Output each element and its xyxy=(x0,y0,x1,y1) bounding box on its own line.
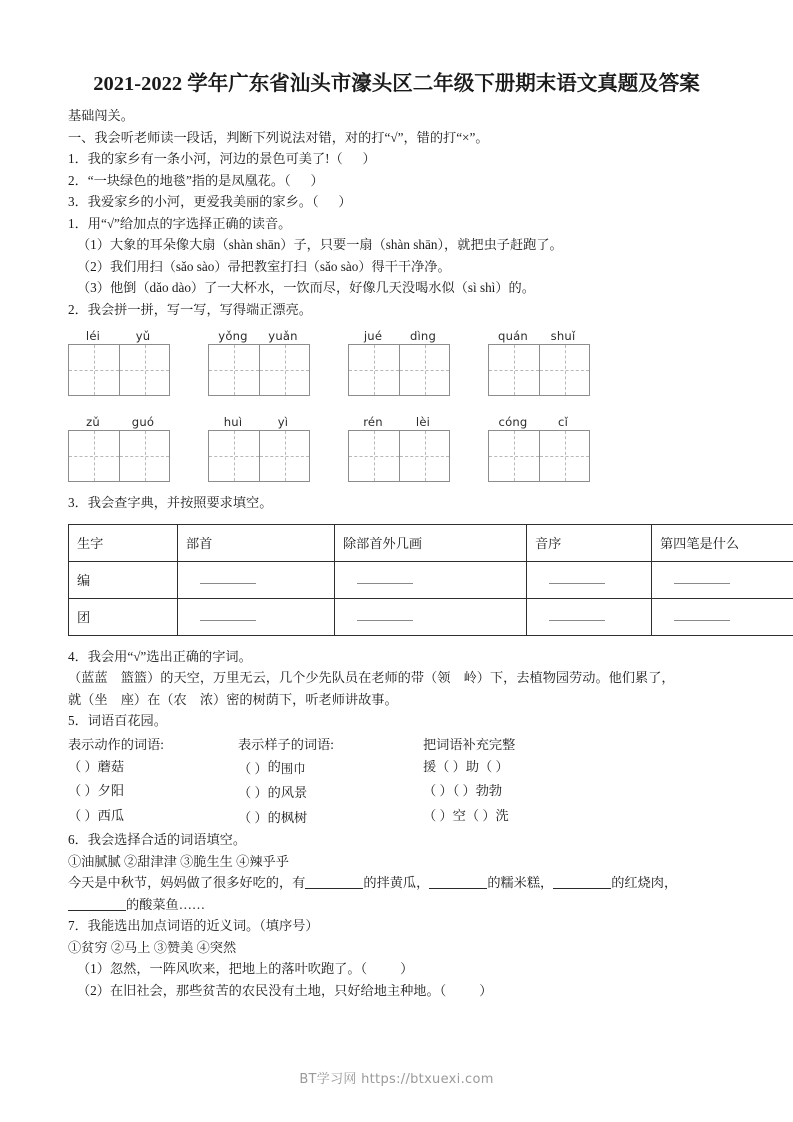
footer-watermark: BT学习网 https://btxuexi.com xyxy=(299,1072,494,1087)
writing-cell[interactable] xyxy=(119,431,169,481)
q6-heading: 6．我会选择合适的词语填空。 xyxy=(68,832,247,847)
writing-boxes[interactable] xyxy=(348,430,450,482)
answer-cell[interactable] xyxy=(652,598,793,635)
writing-cell[interactable] xyxy=(259,431,309,481)
wg-noun: 围巾 xyxy=(280,761,306,776)
wg-cell-complete[interactable]: 援（ ）助（ ） xyxy=(423,758,509,774)
writing-cell[interactable] xyxy=(119,345,169,395)
wg-column-header-appearance: 表示样子的词语: xyxy=(238,736,334,752)
writing-cell[interactable] xyxy=(209,431,259,481)
pinyin-label: lèi xyxy=(415,415,431,429)
page-title: 2021-2022 学年广东省汕头市濠头区二年级下册期末语文真题及答案 xyxy=(93,73,700,95)
answer-cell[interactable] xyxy=(527,561,652,598)
wg-cell-action[interactable]: （ ）蘑菇 xyxy=(68,758,125,774)
q7-heading: 7．我能选出加点词语的近义词。（填序号） xyxy=(68,918,319,933)
wg-cell-appearance[interactable] xyxy=(238,805,423,830)
answer-blank[interactable] xyxy=(549,572,605,584)
column-header: 生字 xyxy=(69,524,178,561)
wg-noun: 的风景 xyxy=(267,785,308,800)
pinyin-label: dìng xyxy=(409,329,437,343)
q1-item: （3）他倒（dǎo dào）了一大杯水，一饮而尽，好像几天没喝水似（sì shì）的。 xyxy=(77,280,535,295)
q7-options: ①贫穷 ②马上 ③赞美 ④突然 xyxy=(68,939,237,955)
answer-cell[interactable] xyxy=(652,561,793,598)
q6-blank[interactable] xyxy=(305,875,363,889)
writing-boxes[interactable] xyxy=(488,344,590,396)
pinyin-label: cóng xyxy=(498,415,528,429)
q6-blank[interactable] xyxy=(429,875,487,889)
pinyin-grid-group xyxy=(68,329,170,396)
pinyin-grid-group xyxy=(348,415,450,482)
pinyin-label: cǐ xyxy=(558,415,568,429)
intro-text: 基础闯关。 xyxy=(68,108,134,123)
wg-cell-appearance[interactable] xyxy=(238,780,423,805)
answer-cell[interactable] xyxy=(527,598,652,635)
pinyin-labels xyxy=(208,329,310,344)
pinyin-label: rén xyxy=(363,415,383,429)
word-garden-row xyxy=(68,756,728,781)
q4-heading: 4．我会用“√”选出正确的字词。 xyxy=(68,648,252,664)
q1-item: （2）我们用扫（sǎo sào）帚把教室打扫（sǎo sào）得干干净净。 xyxy=(77,258,451,274)
pinyin-label: zǔ xyxy=(86,415,100,429)
q6-text-a: 今天是中秋节，妈妈做了很多好吃的，有 xyxy=(68,875,306,890)
q6-text-d: 的红烧肉， xyxy=(611,875,678,890)
pinyin-labels xyxy=(208,415,310,430)
q2-heading: 2．我会拼一拼，写一写，写得端正漂亮。 xyxy=(68,301,312,317)
wg-bracket[interactable]: （ ） xyxy=(238,760,268,776)
pinyin-grid-group xyxy=(488,329,590,396)
answer-blank[interactable] xyxy=(674,572,730,584)
q3-heading: 3．我会查字典，并按照要求填空。 xyxy=(68,495,273,510)
writing-cell[interactable] xyxy=(399,431,449,481)
writing-cell[interactable] xyxy=(259,345,309,395)
pinyin-labels xyxy=(348,415,450,430)
word-garden-headers xyxy=(68,734,728,756)
listening-item: 2．“一块绿色的地毯”指的是凤凰花。（ ） xyxy=(68,172,324,188)
pinyin-grid-group xyxy=(488,415,590,482)
q6-options: ①油腻腻 ②甜津津 ③脆生生 ④辣乎乎 xyxy=(68,853,289,869)
pinyin-grid-row-1 xyxy=(68,329,728,396)
pinyin-label: yuǎn xyxy=(268,329,298,343)
answer-blank[interactable] xyxy=(200,609,256,621)
writing-cell[interactable] xyxy=(349,345,399,395)
answer-cell[interactable] xyxy=(335,598,527,635)
pinyin-grid-group xyxy=(348,329,450,396)
q1-heading: 1．用“√”给加点的字选择正确的读音。 xyxy=(68,215,292,231)
table-row xyxy=(69,598,793,635)
writing-cell[interactable] xyxy=(69,431,119,481)
writing-boxes[interactable] xyxy=(348,344,450,396)
writing-cell[interactable] xyxy=(539,345,589,395)
writing-cell[interactable] xyxy=(349,431,399,481)
answer-blank[interactable] xyxy=(674,609,730,621)
wg-noun: 的枫树 xyxy=(267,809,308,825)
wg-column-header-complete: 把词语补充完整 xyxy=(423,736,516,752)
q6-sentence xyxy=(68,872,728,894)
q6-sentence-cont xyxy=(68,894,728,916)
pinyin-labels xyxy=(488,329,590,344)
pinyin-label: jué xyxy=(363,329,383,343)
document-body xyxy=(68,105,740,1001)
wg-cell-complete[interactable]: （ ）（ ）勃勃 xyxy=(423,783,503,798)
pinyin-label: shuǐ xyxy=(550,329,576,343)
pinyin-grid-group xyxy=(208,329,310,396)
writing-cell[interactable] xyxy=(489,345,539,395)
writing-boxes[interactable] xyxy=(68,344,170,396)
q6-blank[interactable] xyxy=(553,875,611,889)
wg-column-header-action: 表示动作的词语: xyxy=(68,736,164,752)
writing-cell[interactable] xyxy=(209,345,259,395)
writing-cell[interactable] xyxy=(69,345,119,395)
spacer xyxy=(68,482,728,492)
answer-cell[interactable] xyxy=(178,561,335,598)
writing-boxes[interactable] xyxy=(208,430,310,482)
q4-passage-line: 就（坐 座）在（农 浓）密的树荫下，听老师讲故事。 xyxy=(68,691,398,707)
writing-cell[interactable] xyxy=(489,431,539,481)
answer-cell[interactable] xyxy=(335,561,527,598)
word-garden-row xyxy=(68,805,728,830)
writing-cell[interactable] xyxy=(399,345,449,395)
pinyin-label: léi xyxy=(85,329,101,343)
column-header: 部首 xyxy=(178,524,335,561)
pinyin-grid-group xyxy=(208,415,310,482)
wg-bracket[interactable]: （ ） xyxy=(238,809,268,825)
wg-cell-complete[interactable]: （ ）空（ ）洗 xyxy=(423,807,509,823)
char-cell: 团 xyxy=(69,598,178,635)
column-header: 第四笔是什么 xyxy=(652,524,793,561)
listening-item: 3．我爱家乡的小河，更爱我美丽的家乡。（ ） xyxy=(68,194,352,209)
answer-blank[interactable] xyxy=(357,609,413,621)
column-header: 音序 xyxy=(527,524,652,561)
pinyin-label: yǔ xyxy=(135,329,151,343)
section-one-heading: 一、我会听老师读一段话，判断下列说法对错，对的打“√”，错的打“×”。 xyxy=(68,129,489,145)
writing-boxes[interactable] xyxy=(68,430,170,482)
column-header: 除部首外几画 xyxy=(335,524,527,561)
q7-item: （2）在旧社会，那些贫苦的农民没有土地，只好给地主种地。（ ） xyxy=(77,982,493,998)
wg-cell-appearance[interactable] xyxy=(238,756,423,781)
char-cell: 编 xyxy=(69,561,178,598)
q6-text-e: 的酸菜鱼…… xyxy=(126,896,206,912)
q6-blank[interactable] xyxy=(68,897,126,911)
pinyin-label: quán xyxy=(498,329,528,343)
q1-item: （1）大象的耳朵像大扇（shàn shān）子，只要一扇（shàn shān），就把虫子赶跑了。 xyxy=(77,237,563,252)
table-row xyxy=(69,561,793,598)
answer-blank[interactable] xyxy=(549,609,605,621)
pinyin-grid-row-2 xyxy=(68,415,728,482)
answer-blank[interactable] xyxy=(357,572,413,584)
q6-text-b: 的拌黄瓜， xyxy=(363,875,430,890)
q6-text-c: 的糯米糕， xyxy=(487,875,554,890)
pinyin-label: huì xyxy=(223,415,243,429)
answer-blank[interactable] xyxy=(200,572,256,584)
wg-bracket[interactable]: （ ） xyxy=(238,785,268,800)
q5-heading: 5．词语百花园。 xyxy=(68,713,167,728)
dictionary-table xyxy=(68,524,793,636)
listening-item: 1．我的家乡有一条小河，河边的景色可美了!（ ） xyxy=(68,151,376,166)
wg-de-particle: 的 xyxy=(267,758,281,774)
pinyin-label: yǒng xyxy=(218,329,248,343)
writing-boxes[interactable] xyxy=(488,430,590,482)
spacer xyxy=(68,396,728,406)
pinyin-label: guó xyxy=(131,415,155,429)
word-garden-row xyxy=(68,780,728,805)
pinyin-grid-group xyxy=(68,415,170,482)
pinyin-labels xyxy=(488,415,590,430)
pinyin-label: yì xyxy=(277,415,289,429)
writing-boxes[interactable] xyxy=(208,344,310,396)
wg-cell-action[interactable]: （ ）西瓜 xyxy=(68,807,125,823)
table-header-row xyxy=(69,524,793,561)
pinyin-labels xyxy=(348,329,450,344)
q7-item: （1）忽然，一阵风吹来，把地上的落叶吹跑了。（ ） xyxy=(77,961,414,976)
answer-cell[interactable] xyxy=(178,598,335,635)
wg-cell-action[interactable]: （ ）夕阳 xyxy=(68,783,125,798)
q4-passage-line: （蓝蓝 篮篮）的天空，万里无云，几个少先队员在老师的带（领 岭）下，去植物园劳动。他们累了， xyxy=(68,670,675,685)
pinyin-labels xyxy=(68,415,170,430)
writing-cell[interactable] xyxy=(539,431,589,481)
spacer xyxy=(68,636,728,646)
pinyin-labels xyxy=(68,329,170,344)
